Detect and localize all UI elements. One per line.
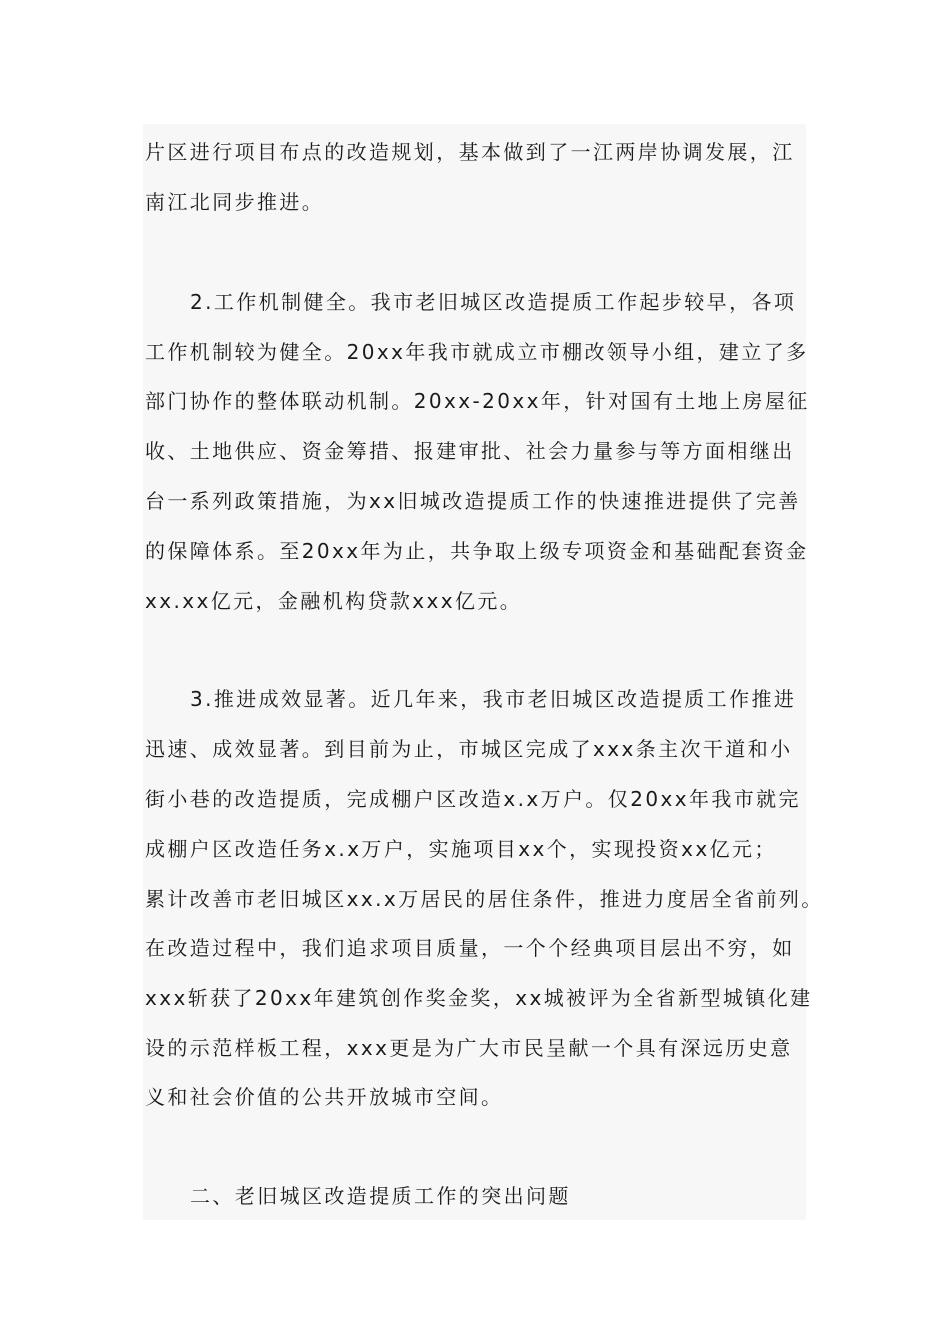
paragraph-line: 街小巷的改造提质，完成棚户区改造x.x万户。仅20xx年我市就完 (145, 787, 801, 811)
paragraph-line: 3.推进成效显著。近几年来，我市老旧城区改造提质工作推进 (190, 687, 797, 711)
paragraph-line: 设的示范样板工程，xxx更是为广大市民呈献一个具有深远历史意 (145, 1036, 793, 1060)
paragraph-line: 片区进行项目布点的改造规划，基本做到了一江两岸协调发展，江 (145, 140, 795, 164)
paragraph-line: 累计改善市老旧城区xx.x万居民的居住条件，推进力度居全省前列。 (145, 887, 824, 911)
paragraph-line: 迅速、成效显著。到目前为止，市城区完成了xxx条主次干道和小 (145, 737, 793, 761)
paragraph-line: 南江北同步推进。 (145, 190, 325, 214)
paragraph-line: 部门协作的整体联动机制。20xx-20xx年，针对国有土地上房屋征 (145, 389, 810, 413)
section-heading: 二、老旧城区改造提质工作的突出问题 (190, 1184, 571, 1208)
paragraph-line: 台一系列政策措施，为xx旧城改造提质工作的快速推进提供了完善 (145, 489, 801, 513)
paragraph-line: xxx斩获了20xx年建筑创作奖金奖，xx城被评为全省新型城镇化建 (145, 986, 813, 1010)
paragraph-line: 成棚户区改造任务x.x万户，实施项目xx个，实现投资xx亿元； (145, 837, 777, 861)
paragraph-line: 收、土地供应、资金筹措、报建审批、社会力量参与等方面相继出 (145, 439, 795, 463)
paragraph-line: 的保障体系。至20xx年为止，共争取上级专项资金和基础配套资金 (145, 539, 809, 563)
paragraph-line: 2.工作机制健全。我市老旧城区改造提质工作起步较早，各项 (190, 290, 797, 314)
paragraph-line: 工作机制较为健全。20xx年我市就成立市棚改领导小组，建立了多 (145, 340, 809, 364)
paragraph-line: 在改造过程中，我们追求项目质量，一个个经典项目层出不穷，如 (145, 936, 795, 960)
paragraph-line: 义和社会价值的公共开放城市空间。 (145, 1085, 504, 1109)
paragraph-line: xx.xx亿元，金融机构贷款xxx亿元。 (145, 589, 523, 613)
